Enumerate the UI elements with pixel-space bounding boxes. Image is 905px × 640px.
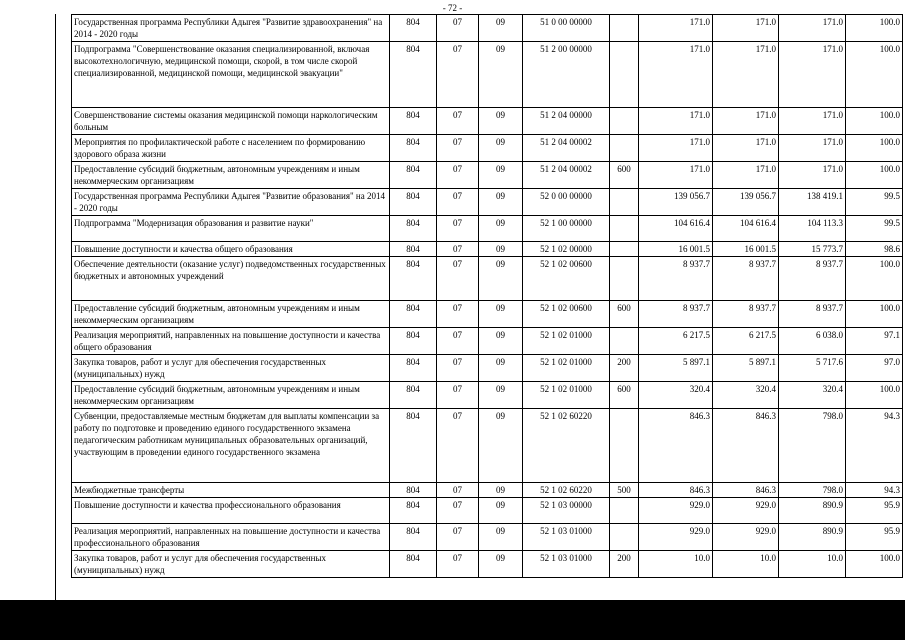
row-name: Подпрограмма "Совершенствование оказания специализированной, включая высокотехнологичную, медицинской помощи, скорой, в том числе скорой специализированной, медицинской помощи, медицинской эвакуации" (72, 42, 390, 108)
ministry-code: 804 (390, 42, 437, 108)
section-code: 07 (437, 189, 479, 216)
page-number: - 72 - (442, 3, 463, 13)
section-code: 07 (437, 15, 479, 42)
plan-amount: 6 217.5 (639, 328, 713, 355)
refined-amount: 104 616.4 (713, 216, 779, 242)
percent-value: 97.1 (846, 328, 903, 355)
subsection-code: 09 (479, 483, 523, 498)
row-name: Совершенствование системы оказания медицинской помощи наркологическим больным (72, 108, 390, 135)
executed-amount: 798.0 (779, 483, 846, 498)
row-name: Субвенции, предоставляемые местным бюджетам для выплаты компенсации за работу по подготовке и проведению единого государственного экзамена педагогическим работникам муниципальных образовательных организаций, участвующим в проведении единого государственного экзамена (72, 409, 390, 483)
executed-amount: 171.0 (779, 162, 846, 189)
table-row (72, 257, 903, 301)
table-row (72, 108, 903, 135)
percent-value: 95.9 (846, 524, 903, 551)
section-code: 07 (437, 524, 479, 551)
expense-type (610, 189, 639, 216)
target-code: 52 1 03 00000 (523, 498, 610, 524)
expense-type (610, 257, 639, 301)
section-code: 07 (437, 355, 479, 382)
target-code: 52 1 02 60220 (523, 483, 610, 498)
plan-amount: 16 001.5 (639, 242, 713, 257)
section-code: 07 (437, 328, 479, 355)
ministry-code: 804 (390, 135, 437, 162)
ministry-code: 804 (390, 355, 437, 382)
expense-type: 600 (610, 382, 639, 409)
subsection-code: 09 (479, 15, 523, 42)
row-name: Закупка товаров, работ и услуг для обеспечения государственных (муниципальных) нужд (72, 355, 390, 382)
target-code: 52 1 02 00600 (523, 301, 610, 328)
percent-value: 100.0 (846, 108, 903, 135)
plan-amount: 139 056.7 (639, 189, 713, 216)
executed-amount: 890.9 (779, 524, 846, 551)
subsection-code: 09 (479, 189, 523, 216)
table-row (72, 328, 903, 355)
target-code: 51 2 04 00002 (523, 162, 610, 189)
subsection-code: 09 (479, 328, 523, 355)
expense-type: 600 (610, 301, 639, 328)
ministry-code: 804 (390, 382, 437, 409)
table-row (72, 301, 903, 328)
expense-type (610, 524, 639, 551)
expense-type (610, 328, 639, 355)
percent-value: 100.0 (846, 15, 903, 42)
row-name: Мероприятия по профилактической работе с населением по формированию здорового образа жизни (72, 135, 390, 162)
target-code: 51 0 00 00000 (523, 15, 610, 42)
row-name: Государственная программа Республики Адыгея "Развитие образования" на 2014 - 2020 годы (72, 189, 390, 216)
target-code: 52 1 03 01000 (523, 551, 610, 578)
percent-value: 99.5 (846, 189, 903, 216)
table-row (72, 189, 903, 216)
ministry-code: 804 (390, 551, 437, 578)
percent-value: 95.9 (846, 498, 903, 524)
percent-value: 94.3 (846, 483, 903, 498)
section-code: 07 (437, 409, 479, 483)
target-code: 52 1 02 01000 (523, 382, 610, 409)
scan-bottom-border (0, 600, 905, 640)
row-name: Повышение доступности и качества общего образования (72, 242, 390, 257)
subsection-code: 09 (479, 162, 523, 189)
target-code: 52 1 02 00600 (523, 257, 610, 301)
plan-amount: 171.0 (639, 42, 713, 108)
plan-amount: 171.0 (639, 135, 713, 162)
ministry-code: 804 (390, 242, 437, 257)
subsection-code: 09 (479, 355, 523, 382)
row-name: Предоставление субсидий бюджетным, автономным учреждениям и иным некоммерческим организациям (72, 301, 390, 328)
table-row (72, 551, 903, 578)
section-code: 07 (437, 216, 479, 242)
section-code: 07 (437, 42, 479, 108)
target-code: 52 1 00 00000 (523, 216, 610, 242)
subsection-code: 09 (479, 498, 523, 524)
expense-type (610, 216, 639, 242)
table-row (72, 135, 903, 162)
left-margin-line (55, 14, 56, 600)
ministry-code: 804 (390, 162, 437, 189)
expense-type (610, 42, 639, 108)
expense-type (610, 498, 639, 524)
row-name: Предоставление субсидий бюджетным, автономным учреждениям и иным некоммерческим организациям (72, 382, 390, 409)
executed-amount: 890.9 (779, 498, 846, 524)
section-code: 07 (437, 301, 479, 328)
target-code: 52 1 02 01000 (523, 355, 610, 382)
refined-amount: 16 001.5 (713, 242, 779, 257)
ministry-code: 804 (390, 108, 437, 135)
row-name: Предоставление субсидий бюджетным, автономным учреждениям и иным некоммерческим организациям (72, 162, 390, 189)
percent-value: 100.0 (846, 382, 903, 409)
section-code: 07 (437, 382, 479, 409)
executed-amount: 15 773.7 (779, 242, 846, 257)
plan-amount: 846.3 (639, 483, 713, 498)
refined-amount: 5 897.1 (713, 355, 779, 382)
budget-table (71, 14, 903, 578)
row-name: Реализация мероприятий, направленных на повышение доступности и качества общего образования (72, 328, 390, 355)
percent-value: 94.3 (846, 409, 903, 483)
refined-amount: 846.3 (713, 409, 779, 483)
section-code: 07 (437, 551, 479, 578)
expense-type (610, 135, 639, 162)
plan-amount: 10.0 (639, 551, 713, 578)
plan-amount: 171.0 (639, 15, 713, 42)
percent-value: 100.0 (846, 135, 903, 162)
row-name: Реализация мероприятий, направленных на повышение доступности и качества профессионального образования (72, 524, 390, 551)
executed-amount: 798.0 (779, 409, 846, 483)
table-row (72, 382, 903, 409)
refined-amount: 929.0 (713, 524, 779, 551)
table-row (72, 355, 903, 382)
executed-amount: 104 113.3 (779, 216, 846, 242)
plan-amount: 846.3 (639, 409, 713, 483)
ministry-code: 804 (390, 301, 437, 328)
ministry-code: 804 (390, 328, 437, 355)
executed-amount: 5 717.6 (779, 355, 846, 382)
subsection-code: 09 (479, 242, 523, 257)
expense-type: 500 (610, 483, 639, 498)
subsection-code: 09 (479, 108, 523, 135)
ministry-code: 804 (390, 15, 437, 42)
executed-amount: 171.0 (779, 42, 846, 108)
table-row (72, 409, 903, 483)
table-row (72, 42, 903, 108)
plan-amount: 171.0 (639, 162, 713, 189)
table-row (72, 524, 903, 551)
plan-amount: 320.4 (639, 382, 713, 409)
plan-amount: 8 937.7 (639, 301, 713, 328)
refined-amount: 8 937.7 (713, 257, 779, 301)
expense-type: 200 (610, 355, 639, 382)
table-row (72, 498, 903, 524)
target-code: 52 1 02 01000 (523, 328, 610, 355)
refined-amount: 846.3 (713, 483, 779, 498)
subsection-code: 09 (479, 382, 523, 409)
executed-amount: 10.0 (779, 551, 846, 578)
percent-value: 100.0 (846, 42, 903, 108)
percent-value: 100.0 (846, 301, 903, 328)
percent-value: 97.0 (846, 355, 903, 382)
row-name: Подпрограмма "Модернизация образования и развитие науки" (72, 216, 390, 242)
ministry-code: 804 (390, 498, 437, 524)
row-name: Закупка товаров, работ и услуг для обеспечения государственных (муниципальных) нужд (72, 551, 390, 578)
refined-amount: 8 937.7 (713, 301, 779, 328)
refined-amount: 6 217.5 (713, 328, 779, 355)
subsection-code: 09 (479, 42, 523, 108)
subsection-code: 09 (479, 524, 523, 551)
target-code: 51 2 04 00002 (523, 135, 610, 162)
executed-amount: 138 419.1 (779, 189, 846, 216)
refined-amount: 171.0 (713, 15, 779, 42)
plan-amount: 171.0 (639, 108, 713, 135)
target-code: 52 1 02 00000 (523, 242, 610, 257)
table-row (72, 216, 903, 242)
section-code: 07 (437, 108, 479, 135)
subsection-code: 09 (479, 301, 523, 328)
refined-amount: 171.0 (713, 135, 779, 162)
expense-type (610, 108, 639, 135)
table-row (72, 242, 903, 257)
ministry-code: 804 (390, 257, 437, 301)
refined-amount: 929.0 (713, 498, 779, 524)
target-code: 52 0 00 00000 (523, 189, 610, 216)
target-code: 52 1 03 01000 (523, 524, 610, 551)
expense-type: 200 (610, 551, 639, 578)
expense-type: 600 (610, 162, 639, 189)
percent-value: 100.0 (846, 551, 903, 578)
percent-value: 98.6 (846, 242, 903, 257)
executed-amount: 320.4 (779, 382, 846, 409)
refined-amount: 171.0 (713, 108, 779, 135)
refined-amount: 139 056.7 (713, 189, 779, 216)
section-code: 07 (437, 242, 479, 257)
percent-value: 100.0 (846, 257, 903, 301)
ministry-code: 804 (390, 483, 437, 498)
target-code: 51 2 00 00000 (523, 42, 610, 108)
subsection-code: 09 (479, 409, 523, 483)
table-row (72, 483, 903, 498)
section-code: 07 (437, 135, 479, 162)
row-name: Повышение доступности и качества профессионального образования (72, 498, 390, 524)
plan-amount: 929.0 (639, 498, 713, 524)
subsection-code: 09 (479, 135, 523, 162)
subsection-code: 09 (479, 257, 523, 301)
section-code: 07 (437, 162, 479, 189)
refined-amount: 10.0 (713, 551, 779, 578)
ministry-code: 804 (390, 409, 437, 483)
ministry-code: 804 (390, 524, 437, 551)
refined-amount: 320.4 (713, 382, 779, 409)
subsection-code: 09 (479, 551, 523, 578)
expense-type (610, 409, 639, 483)
plan-amount: 5 897.1 (639, 355, 713, 382)
ministry-code: 804 (390, 189, 437, 216)
target-code: 51 2 04 00000 (523, 108, 610, 135)
subsection-code: 09 (479, 216, 523, 242)
percent-value: 99.5 (846, 216, 903, 242)
executed-amount: 171.0 (779, 108, 846, 135)
executed-amount: 8 937.7 (779, 301, 846, 328)
refined-amount: 171.0 (713, 42, 779, 108)
row-name: Межбюджетные трансферты (72, 483, 390, 498)
executed-amount: 171.0 (779, 135, 846, 162)
target-code: 52 1 02 60220 (523, 409, 610, 483)
section-code: 07 (437, 498, 479, 524)
refined-amount: 171.0 (713, 162, 779, 189)
ministry-code: 804 (390, 216, 437, 242)
executed-amount: 171.0 (779, 15, 846, 42)
plan-amount: 104 616.4 (639, 216, 713, 242)
table-row (72, 15, 903, 42)
section-code: 07 (437, 483, 479, 498)
row-name: Государственная программа Республики Адыгея "Развитие здравоохранения" на 2014 - 2020 годы (72, 15, 390, 42)
plan-amount: 929.0 (639, 524, 713, 551)
section-code: 07 (437, 257, 479, 301)
plan-amount: 8 937.7 (639, 257, 713, 301)
executed-amount: 6 038.0 (779, 328, 846, 355)
executed-amount: 8 937.7 (779, 257, 846, 301)
table-row (72, 162, 903, 189)
row-name: Обеспечение деятельности (оказание услуг) подведомственных государственных бюджетных и автономных учреждений (72, 257, 390, 301)
expense-type (610, 242, 639, 257)
expense-type (610, 15, 639, 42)
percent-value: 100.0 (846, 162, 903, 189)
